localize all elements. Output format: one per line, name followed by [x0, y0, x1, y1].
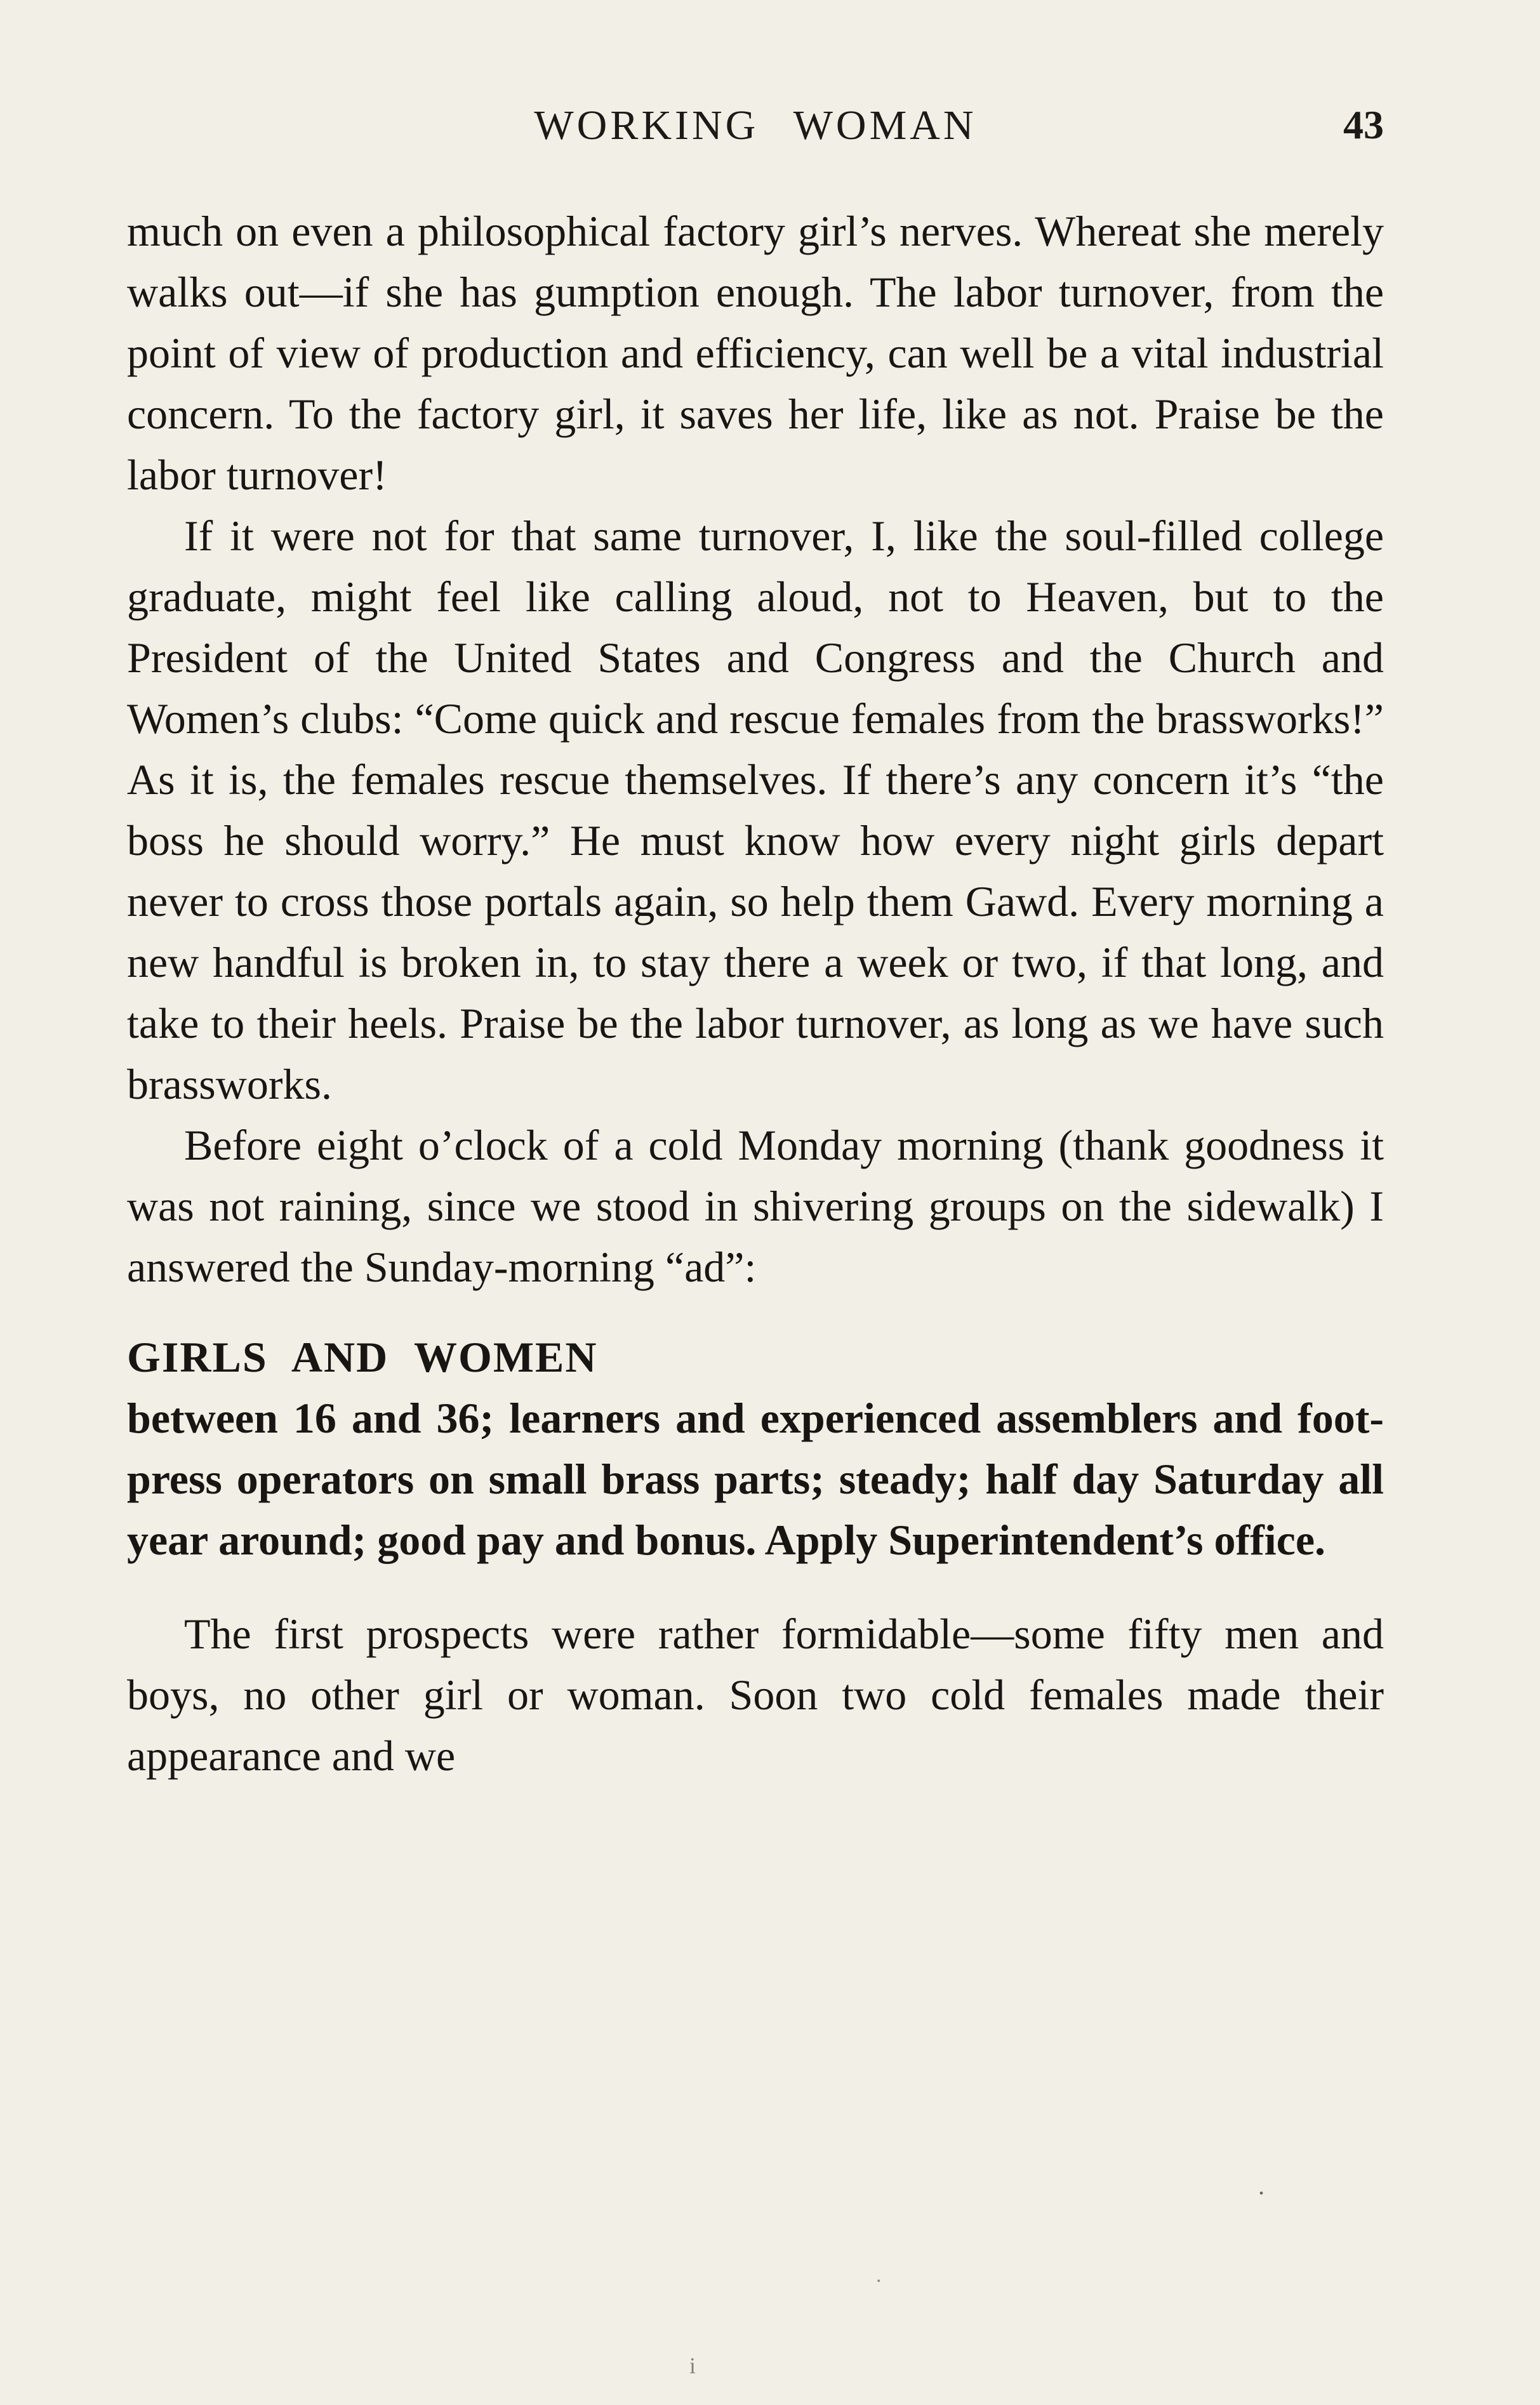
classified-ad-heading: GIRLS AND WOMEN [127, 1333, 598, 1381]
scan-artifact-dot: . [876, 2263, 882, 2287]
classified-ad [127, 1327, 1384, 1570]
classified-ad-text: between 16 and 36; learners and experienced assemblers and foot-press operators on small brass parts; steady; half day Saturday all year around; good pay and bonus. Apply Superintendent’s office. [127, 1394, 1384, 1564]
page-number: 43 [1343, 102, 1384, 147]
body-paragraph: If it were not for that same turnover, I, like the soul-filled college graduate, might feel like calling aloud, not to Heaven, but to the President of the United States and Congress and the Church and Women’s clubs: “Come quick and rescue females from the brassworks!” As it is, the females rescue themselves. If there’s any concern it’s “the boss he should worry.” He must know how every night girls depart never to cross those portals again, so help them Gawd. Every morning a new handful is broken in, to stay there a week or two, if that long, and take to their heels. Praise be the labor turnover, as long as we have such brassworks. [127, 512, 1384, 1108]
body-paragraph: much on even a philosophical factory girl’s nerves. Whereat she merely walks out—if she has gumption enough. The labor turnover, from the point of view of production and efficiency, can well be a vital industrial concern. To the factory girl, it saves her life, like as not. Praise be the labor turnover! [127, 207, 1384, 499]
body-paragraph: The first prospects were rather formidable—some fifty men and boys, no other girl or woman. Soon two cold females made their appearance and we [127, 1610, 1384, 1780]
page-content [127, 102, 1384, 1786]
scan-artifact-mark: i [689, 2353, 696, 2378]
scan-artifact-dot: . [1258, 2171, 1265, 2200]
body-text [127, 201, 1384, 1786]
running-head [127, 102, 1384, 165]
running-head-title: WORKING WOMAN [534, 102, 977, 149]
body-paragraph: Before eight o’clock of a cold Monday morning (thank goodness it was not raining, since we stood in shivering groups on the sidewalk) I answered the Sunday-morning “ad”: [127, 1121, 1384, 1291]
